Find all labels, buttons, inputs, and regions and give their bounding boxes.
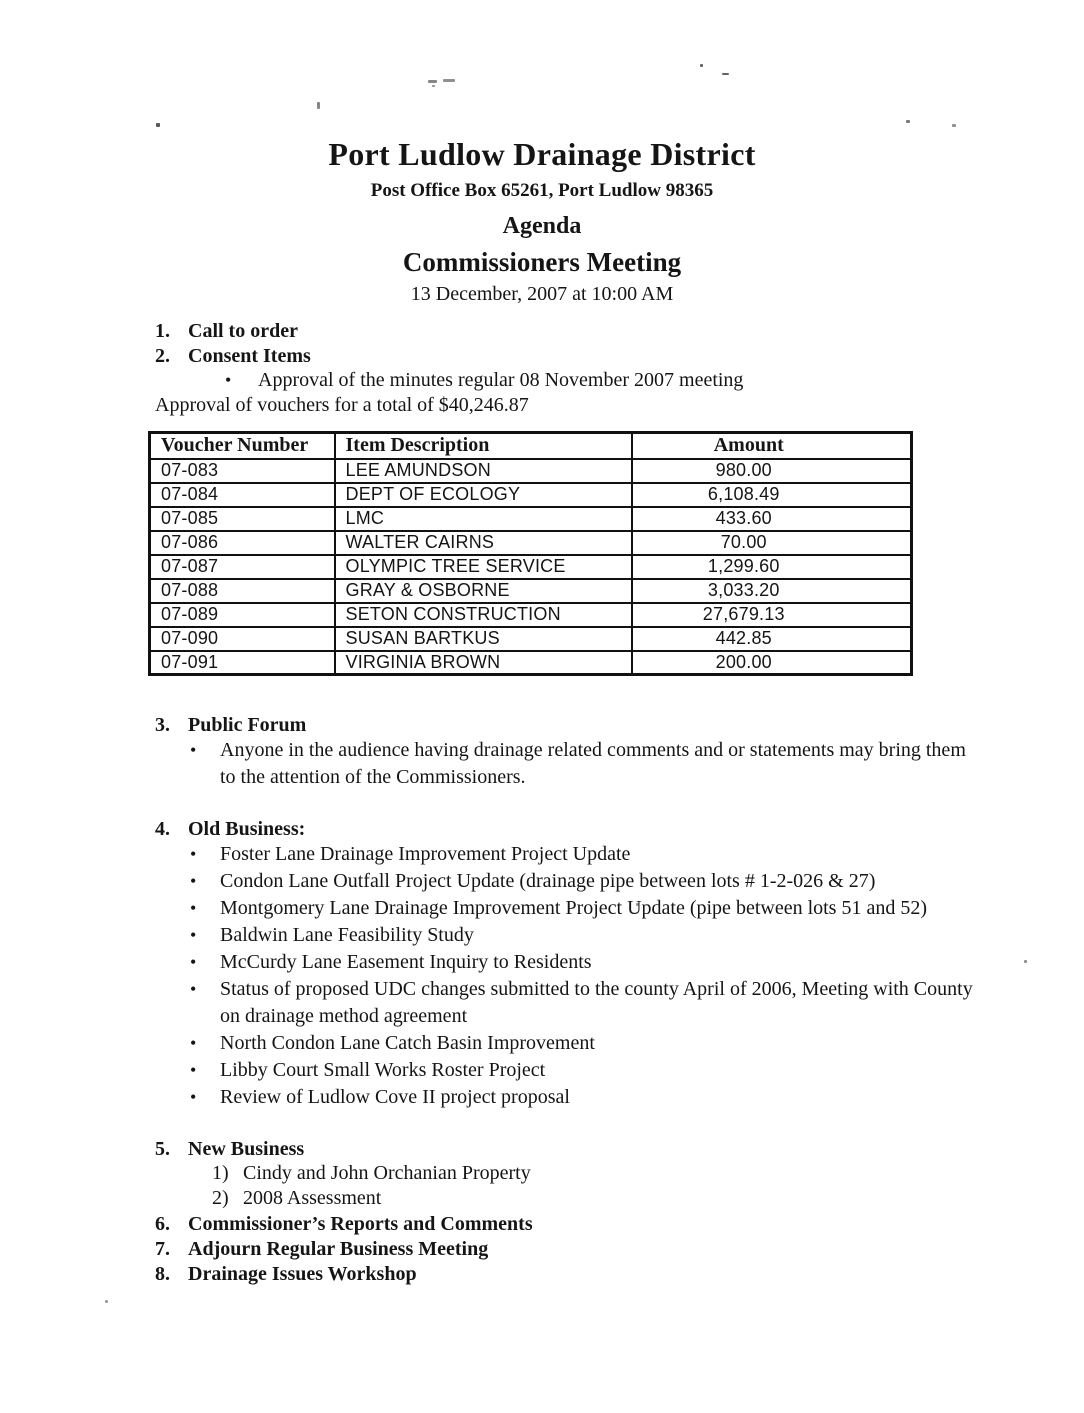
- voucher-number-cell: 07-088: [150, 579, 335, 603]
- voucher-number-cell: 07-085: [150, 507, 335, 531]
- bullet-text: Foster Lane Drainage Improvement Project Update: [220, 843, 631, 865]
- item-description-cell: LEE AMUNDSON: [335, 459, 632, 483]
- bullet-text: Montgomery Lane Drainage Improvement Project Update (pipe between lots 51 and 52): [220, 897, 928, 919]
- meeting-datetime: 13 December, 2007 at 10:00 AM: [410, 283, 674, 305]
- amount-cell: 6,108.49: [632, 483, 912, 507]
- old-business-bullet: [190, 949, 1044, 976]
- bullet-icon: [190, 1084, 220, 1111]
- old-business-bullet: [190, 976, 1044, 1030]
- bullet-icon: [190, 922, 220, 949]
- item-title: Commissioner’s Reports and Comments: [188, 1213, 533, 1235]
- agenda-item-consent-items: [155, 344, 1044, 368]
- item-description-cell: WALTER CAIRNS: [335, 531, 632, 555]
- item-title: New Business: [188, 1138, 305, 1160]
- table-row: [150, 507, 912, 531]
- scan-speck: [156, 123, 160, 127]
- scan-speck: [317, 102, 320, 109]
- old-business-bullet: [190, 1057, 1044, 1084]
- item-title: Old Business:: [188, 818, 306, 840]
- consent-minutes-bullet: [225, 368, 1044, 392]
- bullet-icon: [190, 868, 220, 895]
- bullet-icon: [190, 976, 220, 1030]
- scan-speck: [1024, 960, 1027, 963]
- amount-cell: 3,033.20: [632, 579, 912, 603]
- item-title: Adjourn Regular Business Meeting: [188, 1238, 489, 1260]
- item-number: 7.: [155, 1238, 170, 1260]
- agenda-item-public-forum: [155, 713, 1044, 737]
- item-title: Consent Items: [188, 345, 311, 367]
- table-row: [150, 483, 912, 507]
- voucher-number-cell: 07-091: [150, 651, 335, 675]
- page-title: Port Ludlow Drainage District: [328, 136, 756, 172]
- scan-speck: [105, 1300, 108, 1303]
- scan-speck: [432, 85, 435, 87]
- item-title: Public Forum: [188, 714, 307, 736]
- table-row: [150, 603, 912, 627]
- column-header-amount: Amount: [632, 433, 912, 459]
- bullet-text: Anyone in the audience having drainage related comments and or statements may bring them to the attention of the Commissioners.: [220, 739, 966, 788]
- item-number: 3.: [155, 714, 170, 736]
- item-number: 4.: [155, 818, 170, 840]
- amount-cell: 442.85: [632, 627, 912, 651]
- agenda-item-call-to-order: [155, 319, 1044, 343]
- agenda-item-adjourn: [155, 1237, 1044, 1261]
- item-description-cell: GRAY & OSBORNE: [335, 579, 632, 603]
- table-row: [150, 555, 912, 579]
- bullet-text: Condon Lane Outfall Project Update (drainage pipe between lots # 1-2-026 & 27): [220, 870, 876, 892]
- agenda-item-drainage-workshop: [155, 1262, 1044, 1286]
- voucher-number-cell: 07-084: [150, 483, 335, 507]
- table-row: [150, 459, 912, 483]
- old-business-bullet: [190, 868, 1044, 895]
- scan-speck: [700, 64, 703, 67]
- bullet-icon: [190, 1057, 220, 1084]
- bullet-icon: [190, 949, 220, 976]
- item-number: 8.: [155, 1263, 170, 1285]
- new-business-sub-item: [212, 1186, 1044, 1211]
- document-body: [0, 319, 1084, 1286]
- meeting-title: Commissioners Meeting: [402, 247, 682, 277]
- bullet-text: Libby Court Small Works Roster Project: [220, 1059, 546, 1081]
- bullet-text: Review of Ludlow Cove II project proposal: [220, 1086, 570, 1108]
- old-business-bullet: [190, 922, 1044, 949]
- amount-cell: 1,299.60: [632, 555, 912, 579]
- table-row: [150, 579, 912, 603]
- item-description-cell: SETON CONSTRUCTION: [335, 603, 632, 627]
- sub-item-text: 2008 Assessment: [243, 1187, 382, 1209]
- public-forum-bullet: [190, 737, 1044, 791]
- agenda-item-old-business: [155, 817, 1044, 841]
- voucher-table: [148, 431, 913, 676]
- scan-speck: [906, 120, 910, 123]
- bullet-text: Baldwin Lane Feasibility Study: [220, 924, 474, 946]
- amount-cell: 70.00: [632, 531, 912, 555]
- item-title: Call to order: [188, 320, 298, 342]
- sub-item-number: 1): [212, 1162, 229, 1184]
- item-title: Drainage Issues Workshop: [188, 1263, 417, 1285]
- bullet-text: Status of proposed UDC changes submitted to the county April of 2006, Meeting with County on drainage method agreement: [220, 978, 973, 1027]
- bullet-icon: [190, 841, 220, 868]
- item-number: 5.: [155, 1138, 170, 1160]
- bullet-icon: [225, 368, 258, 392]
- table-row: [150, 531, 912, 555]
- bullet-text: Approval of the minutes regular 08 November 2007 meeting: [258, 369, 744, 391]
- new-business-sub-item: [212, 1161, 1044, 1186]
- item-description-cell: DEPT OF ECOLOGY: [335, 483, 632, 507]
- item-description-cell: OLYMPIC TREE SERVICE: [335, 555, 632, 579]
- agenda-label: Agenda: [502, 213, 582, 239]
- column-header-voucher-number: Voucher Number: [150, 433, 335, 459]
- voucher-number-cell: 07-090: [150, 627, 335, 651]
- item-description-cell: VIRGINIA BROWN: [335, 651, 632, 675]
- document-header: [0, 0, 1084, 306]
- column-header-item-description: Item Description: [335, 433, 632, 459]
- old-business-bullet: [190, 841, 1044, 868]
- scan-speck: [636, 903, 639, 906]
- table-header-row: [150, 433, 912, 459]
- bullet-icon: [190, 895, 220, 922]
- item-number: 2.: [155, 345, 170, 367]
- voucher-number-cell: 07-083: [150, 459, 335, 483]
- sub-item-text: Cindy and John Orchanian Property: [243, 1162, 531, 1184]
- amount-cell: 27,679.13: [632, 603, 912, 627]
- item-description-cell: SUSAN BARTKUS: [335, 627, 632, 651]
- amount-cell: 200.00: [632, 651, 912, 675]
- item-number: 1.: [155, 320, 170, 342]
- voucher-number-cell: 07-087: [150, 555, 335, 579]
- po-box-line: Post Office Box 65261, Port Ludlow 98365: [370, 180, 714, 201]
- scan-speck: [428, 80, 437, 83]
- amount-cell: 980.00: [632, 459, 912, 483]
- old-business-bullet: [190, 1030, 1044, 1057]
- scan-speck: [443, 79, 455, 82]
- sub-item-number: 2): [212, 1187, 229, 1209]
- agenda-item-commissioners-reports: [155, 1212, 1044, 1236]
- voucher-number-cell: 07-089: [150, 603, 335, 627]
- old-business-bullet: [190, 1084, 1044, 1111]
- voucher-number-cell: 07-086: [150, 531, 335, 555]
- scan-speck: [722, 73, 729, 75]
- bullet-icon: [190, 1030, 220, 1057]
- bullet-text: North Condon Lane Catch Basin Improvement: [220, 1032, 595, 1054]
- agenda-item-new-business: [155, 1137, 1044, 1161]
- old-business-bullet: [190, 895, 1044, 922]
- scan-speck: [952, 124, 956, 127]
- table-row: [150, 651, 912, 675]
- bullet-text: McCurdy Lane Easement Inquiry to Residents: [220, 951, 592, 973]
- table-row: [150, 627, 912, 651]
- vouchers-total-note: Approval of vouchers for a total of $40,246.87: [155, 394, 529, 416]
- amount-cell: 433.60: [632, 507, 912, 531]
- bullet-icon: [190, 737, 220, 791]
- item-description-cell: LMC: [335, 507, 632, 531]
- item-number: 6.: [155, 1213, 170, 1235]
